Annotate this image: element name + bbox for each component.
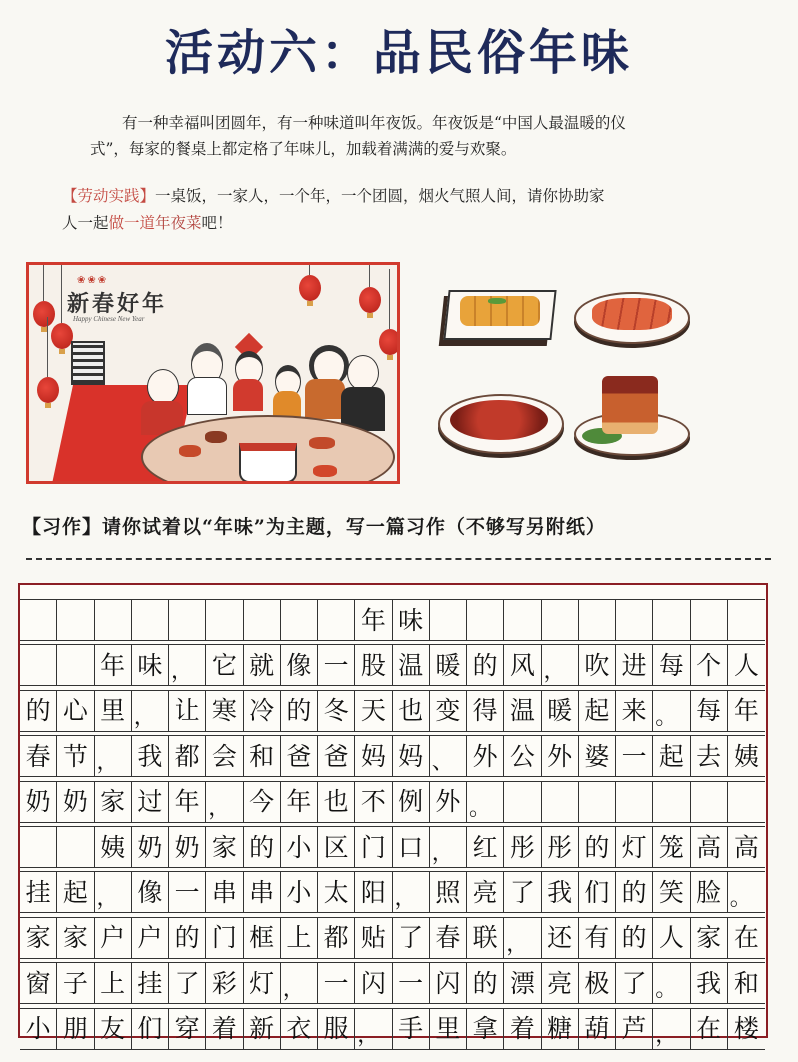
grid-cell: 照 [430,872,467,912]
grid-cell [169,600,206,640]
grid-cell: 里 [95,691,132,731]
grid-cell: 爸 [318,736,355,776]
grid-cell: 一 [318,645,355,685]
lantern-icon [359,287,381,313]
dish-icon [179,445,201,457]
grid-row [20,826,765,868]
grid-cell [691,782,728,822]
grid-row [20,917,765,959]
grid-cell [57,600,94,640]
grid-cell: 会 [206,736,243,776]
grid-cell: 来 [616,691,653,731]
grid-cell: ， [95,872,132,912]
grid-cell [542,600,579,640]
grid-cell: 起 [653,736,690,776]
grid-cell: 今 [244,782,281,822]
grid-cell: 外 [430,782,467,822]
grid-cell: 的 [616,918,653,958]
grid-cell: ， [393,872,430,912]
grid-cell: 挂 [20,872,57,912]
grid-cell: 芦 [616,1009,653,1049]
grid-cell: 年 [355,600,392,640]
grid-cell: 脸 [691,872,728,912]
grid-cell [430,600,467,640]
grid-cell: 了 [169,963,206,1003]
grid-cell: 外 [542,736,579,776]
grid-cell: 框 [244,918,281,958]
grid-cell: 天 [355,691,392,731]
braised-sausage-dish [438,390,564,456]
grid-cell: 糖 [542,1009,579,1049]
grid-cell: 例 [393,782,430,822]
grid-cell: 年 [281,782,318,822]
grid-cell: 一 [393,963,430,1003]
grid-cell: 变 [430,691,467,731]
grid-cell: 妈 [393,736,430,776]
grid-cell: 春 [430,918,467,958]
grid-row [20,781,765,823]
grid-cell: ， [132,691,169,731]
grid-row [20,1008,765,1050]
grid-cell: 着 [206,1009,243,1049]
grid-cell: 公 [504,736,541,776]
lantern-icon [299,275,321,301]
grid-cell: ， [95,736,132,776]
grid-cell: 了 [393,918,430,958]
grid-cell: 有 [579,918,616,958]
grid-cell: 寒 [206,691,243,731]
grid-cell: 家 [57,918,94,958]
grid-cell [206,600,243,640]
grid-cell: 窗 [20,963,57,1003]
grid-cell [579,600,616,640]
grid-row [20,871,765,913]
practice-line-2d: 吧！ [201,214,233,232]
grid-cell: 年 [733,696,759,726]
grid-cell: 门 [206,918,243,958]
grid-cell: 闪 [430,963,467,1003]
grid-cell: 风 [504,645,541,685]
grid-cell: 的 [20,691,57,731]
grid-cell: 过 [132,782,169,822]
dish-icon [309,437,335,449]
composition-grid [18,583,768,1048]
grid-cell: 像 [281,645,318,685]
grid-cell: 的 [281,691,318,731]
grid-cell: 都 [318,918,355,958]
grid-cell: 。 [467,782,504,822]
grid-cell: 股 [355,645,392,685]
grid-cell: 一 [318,963,355,1003]
grid-cell: 让 [169,691,206,731]
grid-cell: 小 [281,872,318,912]
grid-cell: 彤 [542,827,579,867]
grid-cell [467,600,504,640]
grid-cell [504,782,541,822]
grid-cell: 起 [579,691,616,731]
grid-cell: 奶 [57,782,94,822]
grid-cell: 小 [281,827,318,867]
grid-cell: 贴 [355,918,392,958]
grid-cell: 家 [691,918,728,958]
family-reunion-illustration [26,262,400,484]
grid-cell: 一 [169,872,206,912]
dashed-divider [26,558,771,560]
grid-cell [132,600,169,640]
grid-cell: 家 [206,827,243,867]
grid-cell: 味 [132,645,169,685]
grid-cell: 吹 [579,645,616,685]
page-title: 活动六：品民俗年味 [164,25,633,81]
grid-cell: 联 [467,918,504,958]
grid-cell [95,600,132,640]
grid-cell: 人 [733,650,759,680]
intro-paragraph [90,110,750,162]
grid-cell: 朋 [57,1009,94,1049]
grid-cell: 姨 [733,741,759,771]
grid-cell: 我 [132,736,169,776]
grid-cell [281,600,318,640]
grid-cell: ， [169,645,206,685]
roast-duck-dish [574,284,690,344]
grid-cell: 奶 [169,827,206,867]
grid-cell: 个 [691,645,728,685]
grid-cell: 楼 [733,1014,759,1044]
card-title: 新春好年 [67,292,168,317]
grid-cell: 每 [691,691,728,731]
grid-cell: 穿 [169,1009,206,1049]
grid-cell: 笼 [653,827,690,867]
labor-practice-paragraph [62,183,752,237]
grid-cell [616,600,653,640]
grid-cell: 去 [691,736,728,776]
grid-cell: 婆 [579,736,616,776]
grid-cell: 妈 [355,736,392,776]
grid-cell: 就 [244,645,281,685]
grid-cell: ， [504,918,541,958]
grid-cell: 区 [318,827,355,867]
grid-cell: 家 [20,918,57,958]
grid-cell: 。 [653,963,690,1003]
grid-cell: 拿 [467,1009,504,1049]
grid-cell: 里 [430,1009,467,1049]
grid-cell [542,782,579,822]
grid-cell: 每 [653,645,690,685]
grid-cell: 像 [132,872,169,912]
grid-cell: 暖 [542,691,579,731]
grid-cell: 冷 [244,691,281,731]
labor-practice-tag: 【劳动实践】 [62,187,156,205]
grid-cell: 不 [355,782,392,822]
dish-icon [313,465,337,477]
grid-cell: 都 [169,736,206,776]
grid-cell: 年 [95,645,132,685]
grid-cell: 太 [318,872,355,912]
grid-cell [579,782,616,822]
grid-cell: 上 [95,963,132,1003]
practice-highlight-2: 年夜菜 [155,214,202,232]
grid-cell [20,645,57,685]
spring-rolls-dish [444,284,554,344]
practice-line-2a: 人一起 [62,214,109,232]
grid-cell: 衣 [281,1009,318,1049]
grid-cell: ， [355,1009,392,1049]
grid-cell: 红 [467,827,504,867]
grid-cell: 心 [57,691,94,731]
braised-pork-dish [574,372,690,458]
grid-cell: 们 [132,1009,169,1049]
grid-cell [728,782,765,822]
grid-cell: 一 [616,736,653,776]
grid-cell: 着 [504,1009,541,1049]
grid-cell: 极 [579,963,616,1003]
grid-cell: 友 [95,1009,132,1049]
grid-cell: 的 [467,963,504,1003]
grid-cell: 。 [653,691,690,731]
intro-line-2: 式”，每家的餐桌上都定格了年味儿，加载着满满的爱与欢聚。 [90,140,517,158]
grid-row [20,690,765,732]
grid-cell: 春 [20,736,57,776]
grid-cell: 的 [579,827,616,867]
grid-cell: 的 [467,645,504,685]
grid-cell [244,600,281,640]
grid-cell: ， [281,963,318,1003]
grid-cell: 人 [653,918,690,958]
grid-cell: 了 [616,963,653,1003]
hotpot-icon [239,443,297,483]
grid-cell: 爸 [281,736,318,776]
grid-cell: ， [206,782,243,822]
grid-cell: ， [542,645,579,685]
lantern-icon [379,329,400,355]
grid-row [20,599,765,641]
lantern-icon [37,377,59,403]
grid-cell: 阳 [355,872,392,912]
grid-cell: 奶 [132,827,169,867]
grid-cell: 们 [579,872,616,912]
grid-cell: 新 [244,1009,281,1049]
lantern-icon [51,323,73,349]
grid-cell [653,600,690,640]
grid-cell: 得 [467,691,504,731]
grid-cell: 温 [393,645,430,685]
grid-cell: 和 [733,968,759,998]
grid-cell: 也 [318,782,355,822]
grid-cell: 串 [244,872,281,912]
grid-cell: 亮 [542,963,579,1003]
practice-highlight-1: 做一道 [108,214,156,232]
window-icon [71,341,105,385]
grid-cell: ， [653,1009,690,1049]
grid-cell: 暖 [430,645,467,685]
grid-cell: 进 [616,645,653,685]
grid-cell: 的 [616,872,653,912]
grid-cell: 闪 [355,963,392,1003]
grid-cell [616,782,653,822]
grid-cell: 灯 [244,963,281,1003]
grid-cell: 冬 [318,691,355,731]
grid-cell: 上 [281,918,318,958]
grid-cell: 小 [20,1009,57,1049]
grid-cell: 还 [542,918,579,958]
grid-cell: 年 [169,782,206,822]
writing-assignment-prompt: 【习作】请你试着以“年味”为主题，写一篇习作（不够写另附纸） [22,516,606,538]
grid-cell: 我 [542,872,579,912]
grid-cell: 口 [393,827,430,867]
grid-cell: 和 [244,736,281,776]
grid-row [20,735,765,777]
grid-cell: 、 [430,736,467,776]
grid-cell: 挂 [132,963,169,1003]
grid-cell: 门 [355,827,392,867]
grid-cell: 的 [244,827,281,867]
grid-cell: 也 [393,691,430,731]
grid-cell: 节 [57,736,94,776]
grid-cell [728,600,765,640]
grid-row [20,644,765,686]
grid-cell [57,645,94,685]
grid-cell: 的 [169,918,206,958]
grid-cell: 高 [733,832,759,862]
dish-icon [205,431,227,443]
grid-cell: 家 [95,782,132,822]
grid-cell: 了 [504,872,541,912]
grid-cell [504,600,541,640]
grid-cell: 温 [504,691,541,731]
grid-cell: 漂 [504,963,541,1003]
grid-cell: ， [430,827,467,867]
grid-cell: 服 [318,1009,355,1049]
grid-cell: 灯 [616,827,653,867]
grid-cell: 彩 [206,963,243,1003]
grid-cell: 奶 [20,782,57,822]
grid-cell: 户 [132,918,169,958]
grid-cell: 在 [733,923,759,953]
practice-line-1: 一桌饭，一家人，一个年，一个团圆，烟火气照人间，请你协助家 [155,187,605,205]
grid-cell: 姨 [95,827,132,867]
grid-cell: 高 [691,827,728,867]
grid-cell [20,827,57,867]
grid-cell: 外 [467,736,504,776]
grid-cell: 亮 [467,872,504,912]
flower-decoration-icon: ❀❀❀ [77,275,109,286]
card-subtitle: Happy Chinese New Year [73,315,145,323]
grid-cell: 起 [57,872,94,912]
grid-cell: 彤 [504,827,541,867]
grid-cell [318,600,355,640]
grid-cell: 葫 [579,1009,616,1049]
grid-cell: 我 [691,963,728,1003]
grid-cell [653,782,690,822]
grid-cell: 。 [729,886,752,912]
grid-cell: 味 [393,600,430,640]
grid-cell: 串 [206,872,243,912]
grid-cell: 户 [95,918,132,958]
lantern-icon [33,301,55,327]
grid-cell: 笑 [653,872,690,912]
grid-cell: 子 [57,963,94,1003]
grid-cell: 手 [393,1009,430,1049]
grid-cell: 在 [691,1009,728,1049]
grid-row [20,962,765,1004]
grid-cell [57,827,94,867]
grid-cell: 它 [206,645,243,685]
grid-cell [691,600,728,640]
intro-line-1: 有一种幸福叫团圆年，有一种味道叫年夜饭。年夜饭是“中国人最温暖的仪 [122,114,626,132]
grid-cell [20,600,57,640]
